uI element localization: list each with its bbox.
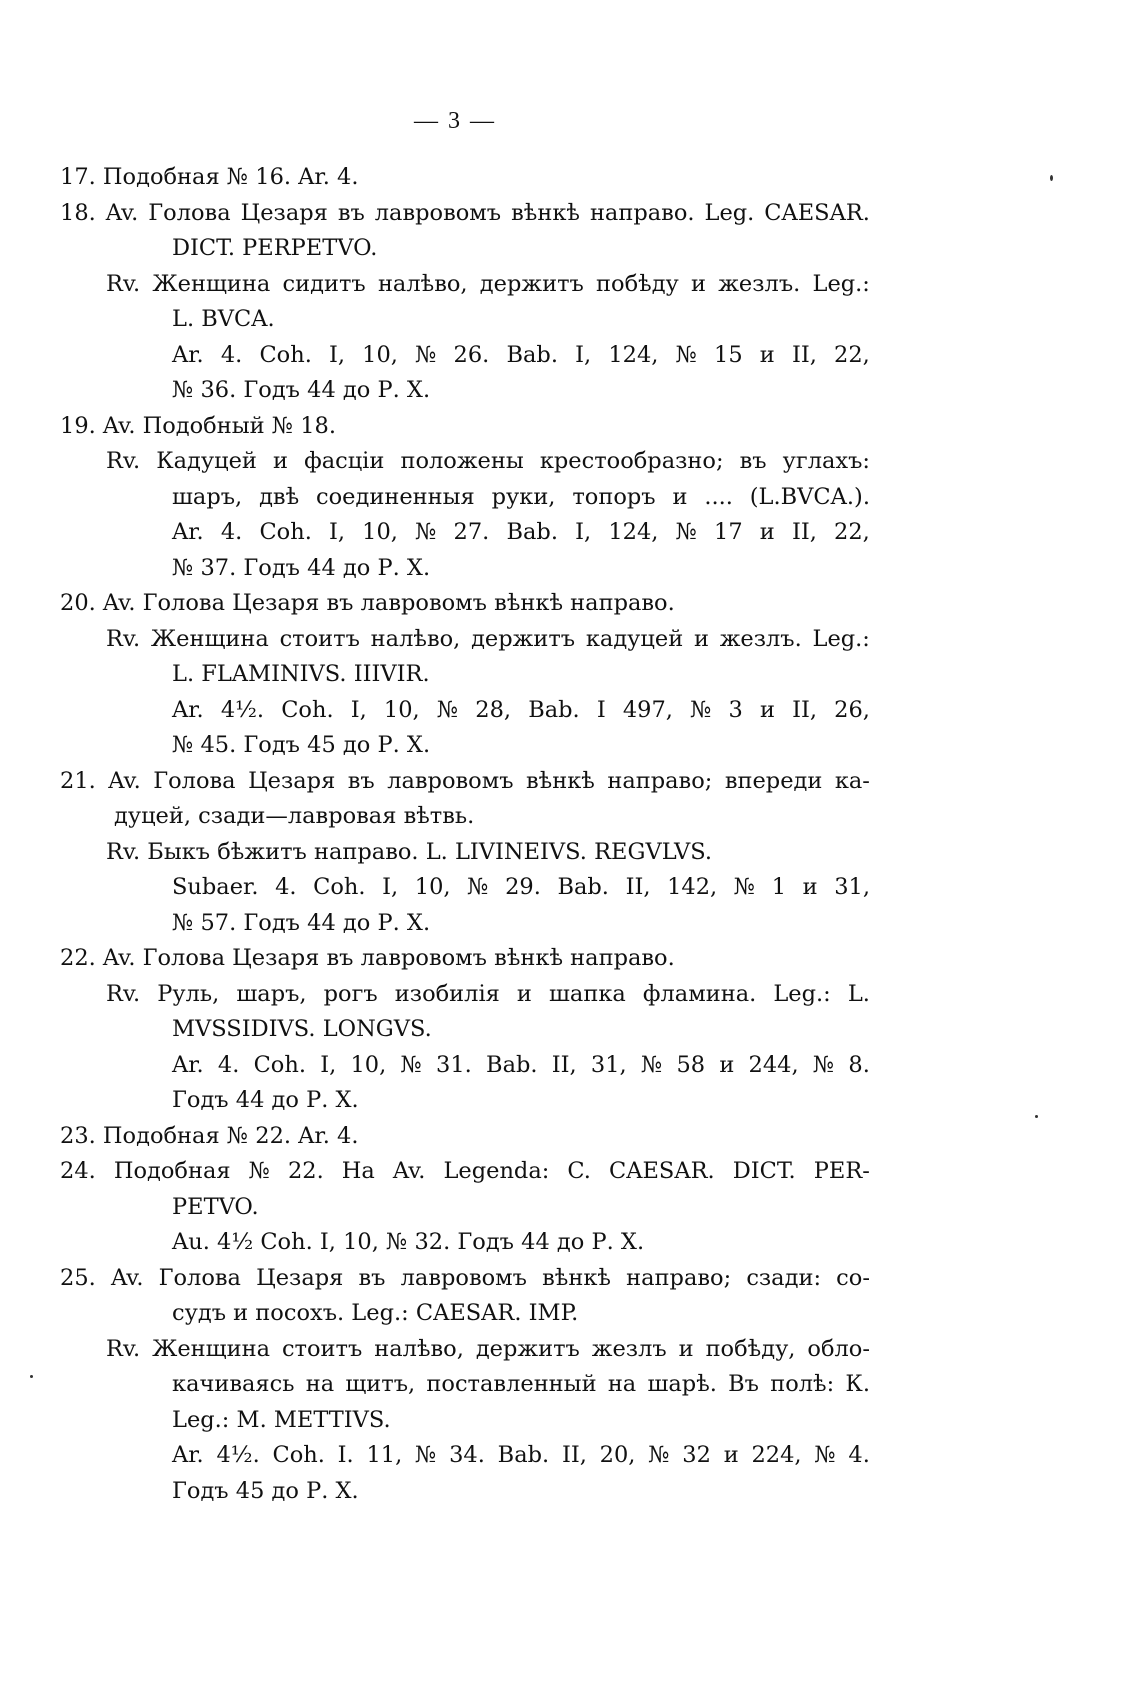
text-line: дуцей, сзади—лавровая вѣтвь. <box>114 803 475 829</box>
text-line: Rv. Женщина сидитъ налѣво, держитъ побѣду и жезлъ. Leg.: <box>106 270 870 297</box>
text-line: Годъ 44 до Р. Х. <box>172 1087 359 1113</box>
text-line: 21. Av. Голова Цезаря въ лавровомъ вѣнкѣ направо; впереди ка- <box>60 767 870 794</box>
text-line: PETVO. <box>172 1193 259 1220</box>
text-line: 18. Av. Голова Цезаря въ лавровомъ вѣнкѣ направо. Leg. CAESAR. <box>60 199 870 226</box>
text-line: Rv. Кадуцей и фасціи положены крестообразно; въ углахъ: <box>106 448 870 474</box>
text-line: Au. 4½ Coh. I, 10, № 32. Годъ 44 до Р. Х. <box>172 1229 645 1255</box>
text-line: DICT. PERPETVO. <box>172 235 378 261</box>
page-number: — 3 — <box>414 108 496 134</box>
scan-speck <box>1035 1115 1038 1118</box>
text-line: Ar. 4½. Coh. I. 11, № 34. Bab. II, 20, № 32 и 224, № 4. <box>172 1442 870 1468</box>
text-line: 17. Подобная № 16. Ar. 4. <box>60 164 359 190</box>
text-line: L. FLAMINIVS. IIIVIR. <box>172 661 430 687</box>
text-line: № 57. Годъ 44 до Р. Х. <box>172 909 431 936</box>
text-line: № 37. Годъ 44 до Р. Х. <box>172 554 431 581</box>
text-line: шаръ, двѣ соединенныя руки, топоръ и .... (L.BVCA.). <box>172 483 870 510</box>
text-line: № 36. Годъ 44 до Р. Х. <box>172 377 431 403</box>
scan-speck <box>30 1375 33 1378</box>
text-line: Rv. Руль, шаръ, рогъ изобилія и шапка фламина. Leg.: L. <box>106 980 870 1007</box>
text-line: Ar. 4½. Coh. I, 10, № 28, Bab. I 497, № 3 и II, 26, <box>172 696 870 723</box>
text-line: 19. Av. Подобный № 18. <box>60 412 337 439</box>
text-line: L. BVCA. <box>172 306 275 332</box>
text-line: Leg.: M. METTIVS. <box>172 1406 391 1433</box>
text-line: Subaer. 4. Coh. I, 10, № 29. Bab. II, 142, № 1 и 31, <box>172 874 870 900</box>
text-line: Ar. 4. Coh. I, 10, № 26. Bab. I, 124, № 15 и II, 22, <box>172 341 870 368</box>
text-line: 23. Подобная № 22. Ar. 4. <box>60 1122 359 1149</box>
catalog-text <box>60 160 870 1509</box>
text-line: судъ и посохъ. Leg.: CAESAR. IMP. <box>172 1300 579 1326</box>
text-line: Годъ 45 до Р. Х. <box>172 1477 359 1504</box>
text-line: Rv. Женщина стоитъ налѣво, держитъ жезлъ и побѣду, обло- <box>106 1335 870 1362</box>
text-line: 20. Av. Голова Цезаря въ лавровомъ вѣнкѣ направо. <box>60 590 675 616</box>
text-line: 25. Av. Голова Цезаря въ лавровомъ вѣнкѣ направо; сзади: со- <box>60 1264 870 1291</box>
text-line: Ar. 4. Coh. I, 10, № 27. Bab. I, 124, № 17 и II, 22, <box>172 519 870 545</box>
text-line: Ar. 4. Coh. I, 10, № 31. Bab. II, 31, № 58 и 244, № 8. <box>172 1051 870 1078</box>
scan-speck <box>1050 175 1053 181</box>
text-line: 24. Подобная № 22. На Av. Legenda: C. CAESAR. DICT. PER- <box>60 1158 870 1184</box>
text-line: MVSSIDIVS. LONGVS. <box>172 1016 432 1042</box>
text-line: качиваясь на щитъ, поставленный на шарѣ. Въ полѣ: К. <box>172 1371 870 1397</box>
text-line: Rv. Женщина стоитъ налѣво, держитъ кадуцей и жезлъ. Leg.: <box>106 625 870 652</box>
text-line: № 45. Годъ 45 до Р. Х. <box>172 732 431 758</box>
text-line: 22. Av. Голова Цезаря въ лавровомъ вѣнкѣ направо. <box>60 945 675 971</box>
text-line: Rv. Быкъ бѣжитъ направо. L. LIVINEIVS. REGVLVS. <box>106 838 712 865</box>
